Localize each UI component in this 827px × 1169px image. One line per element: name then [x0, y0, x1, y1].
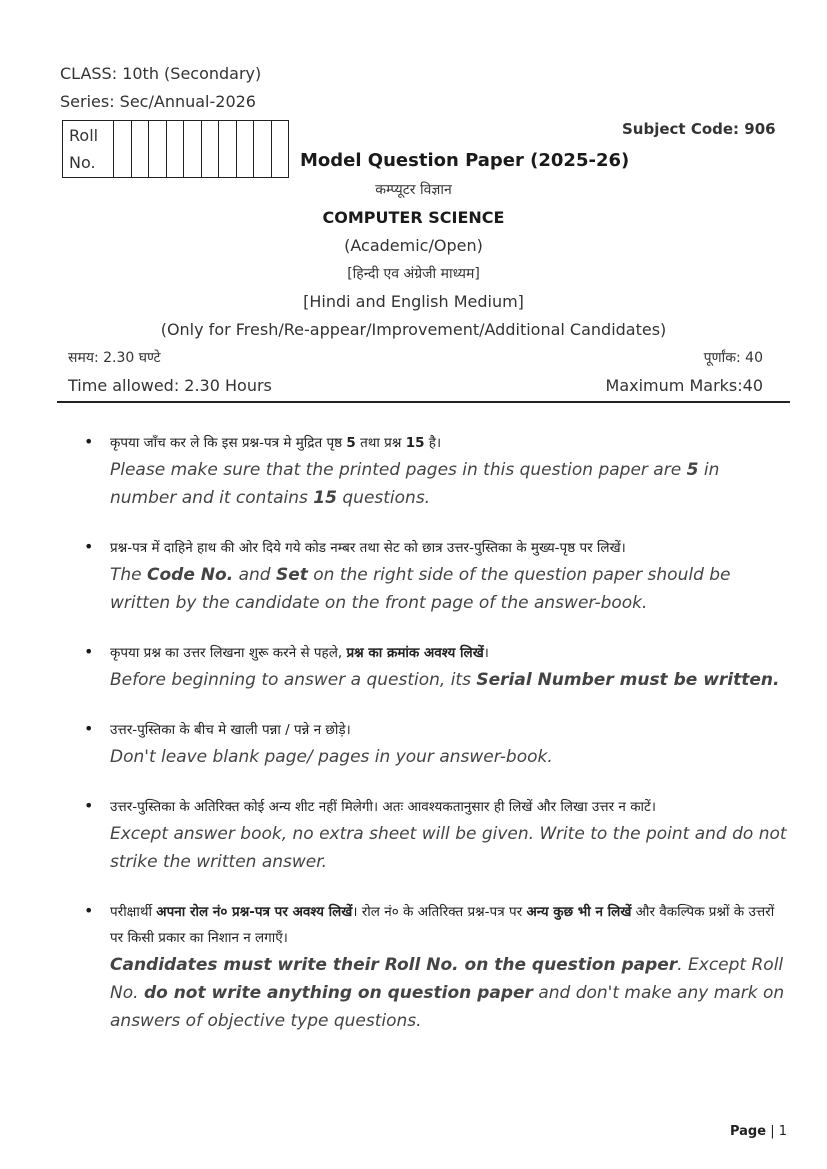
roll-digit-box[interactable] [254, 121, 272, 178]
marks-hindi: पूर्णांक: 40 [703, 350, 763, 366]
instruction-item [84, 899, 790, 1035]
paper-title: Model Question Paper (2025-26) [300, 150, 630, 171]
roll-number-grid[interactable] [62, 120, 289, 178]
instruction-hindi: • उत्तर-पुस्तिका के अतिरिक्त कोई अन्य शीट नहीं मिलेगी। अतः आवश्यकतानुसार ही लिखें और लिखा उत्तर न काटें। [110, 799, 656, 815]
stream: (Academic/Open) [344, 236, 483, 255]
subject-english: COMPUTER SCIENCE [322, 208, 505, 227]
time-english: Time allowed: 2.30 Hours [68, 376, 272, 395]
roll-digit-box[interactable] [149, 121, 167, 178]
page-label: Page [729, 1124, 767, 1139]
instructions-list [84, 430, 790, 1058]
roll-digit-box[interactable] [219, 121, 237, 178]
marks-english: Maximum Marks:40 [605, 376, 763, 395]
instruction-hindi: • कृपया जाँच कर ले कि इस प्रश्न-पत्र मे मुद्रित पृष्ठ 5 तथा प्रश्न 15 है। [110, 435, 442, 451]
roll-digit-box[interactable] [114, 121, 132, 178]
page-number: 1 [778, 1124, 787, 1139]
roll-digit-box[interactable] [271, 121, 289, 178]
instruction-english: The Code No. and Set on the right side of the question paper should be written by the candidate on the front page of the answer-book. [110, 565, 731, 613]
instruction-item [84, 430, 790, 512]
candidates-note: (Only for Fresh/Re-appear/Improvement/Additional Candidates) [160, 320, 667, 339]
roll-label-line-2: No. [69, 153, 96, 172]
instruction-hindi: • प्रश्न-पत्र में दाहिने हाथ की ओर दिये गये कोड नम्बर तथा सेट को छात्र उत्तर-पुस्तिका के मुख्य-पृष्ठ पर लिखें। [110, 540, 626, 556]
page-separator: | [770, 1124, 775, 1139]
medium-english: [Hindi and English Medium] [303, 292, 524, 311]
instruction-hindi: • कृपया प्रश्न का उत्तर लिखना शुरू करने से पहले, प्रश्न का क्रमांक अवश्य लिखें। [110, 645, 489, 661]
subject-hindi: कम्प्यूटर विज्ञान [375, 182, 452, 198]
instruction-item [84, 717, 790, 771]
medium-hindi: [हिन्दी एव अंग्रेजी माध्यम] [347, 266, 480, 282]
series-line: Series: Sec/Annual-2026 [60, 92, 256, 111]
roll-digit-box[interactable] [236, 121, 254, 178]
instruction-hindi: • उत्तर-पुस्तिका के बीच मे खाली पन्ना / पन्ने न छोड़े। [110, 722, 351, 738]
instruction-english: Except answer book, no extra sheet will be given. Write to the point and do not strike the written answer. [110, 824, 787, 872]
time-hindi: समय: 2.30 घण्टे [68, 350, 161, 366]
page-footer [730, 1124, 787, 1139]
subject-code: Subject Code: 906 [622, 120, 776, 138]
instruction-item [84, 640, 790, 694]
roll-digit-box[interactable] [131, 121, 149, 178]
instruction-item [84, 794, 790, 876]
roll-label-line-1: Roll [69, 126, 99, 145]
roll-digit-box[interactable] [201, 121, 219, 178]
roll-number-label [63, 121, 114, 178]
instruction-english: Please make sure that the printed pages in this question paper are 5 in number and it contains 15 questions. [110, 460, 720, 508]
instruction-item [84, 535, 790, 617]
header-divider [57, 401, 790, 403]
class-line: CLASS: 10th (Secondary) [60, 64, 262, 83]
roll-digit-box[interactable] [166, 121, 184, 178]
roll-digit-box[interactable] [184, 121, 202, 178]
instruction-english: Candidates must write their Roll No. on the question paper. Except Roll No. do not write anything on question paper and don't make any mark on answers of objective type questions. [110, 955, 785, 1031]
instruction-hindi: • परीक्षार्थी अपना रोल नं० प्रश्न-पत्र पर अवश्य लिखें। रोल नं० के अतिरिक्त प्रश्न-पत्र पर अन्य कुछ भी न लिखें और वैकल्पिक प्रश्नों के उत्तरों पर किसी प्रकार का निशान न लगाएँ। [110, 904, 775, 946]
instruction-english: Don't leave blank page/ pages in your answer-book. [110, 747, 553, 767]
instruction-english: Before beginning to answer a question, its Serial Number must be written. [110, 670, 780, 690]
